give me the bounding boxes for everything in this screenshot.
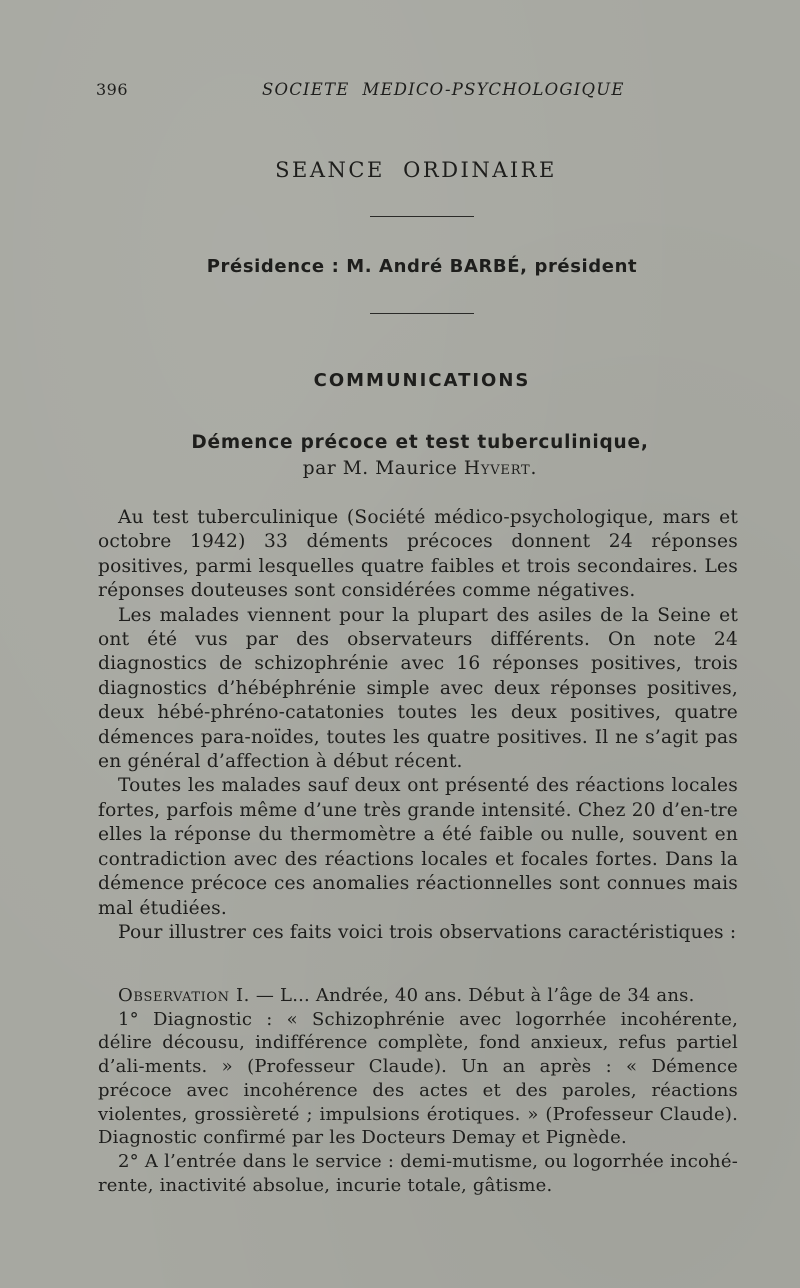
- paragraph: Pour illustrer ces faits voici trois observations caractéristiques :: [118, 921, 737, 943]
- author-prefix: par M. Maurice: [302, 458, 464, 479]
- paragraph: 2° A l’entrée dans le service : demi-mutisme, ou logorrhée incohé-rente, inactivité absolue, incurie totale, gâtisme.: [98, 1150, 738, 1196]
- divider: [370, 313, 474, 314]
- paragraph: Les malades viennent pour la plupart des asiles de la Seine et ont été vus par des observateurs différents. On note 24 diagnostics de schizophrénie avec 16 réponses positives, trois diagnostics d’hébéphrénie simple avec deux réponses positives, deux hébé-phréno-catatonies toutes les deux positives, quatre démences para-noïdes, toutes les quatre positives. Il ne s’agit pas en général d’affection à début récent.: [98, 604, 738, 773]
- article-body: [98, 506, 738, 945]
- article-author: [20, 458, 800, 479]
- observation-heading: [98, 984, 738, 1008]
- observation-intro: — L... Andrée, 40 ans. Début à l’âge de 34 ans.: [250, 985, 695, 1006]
- article-title: Démence précoce et test tuberculinique,: [191, 432, 649, 453]
- divider: [370, 216, 474, 217]
- paragraph: Toutes les malades sauf deux ont présenté des réactions locales fortes, parfois même d’une très grande intensité. Chez 20 d’en-tre elles la réponse du thermomètre a été faible ou nulle, souvent en contradiction avec des réactions locales et focales fortes. Dans la démence précoce ces anomalies réactionnelles sont connues mais mal étudiées.: [98, 775, 738, 919]
- running-title: SOCIETE MEDICO-PSYCHOLOGIQUE: [262, 80, 625, 99]
- paragraph: 1° Diagnostic : « Schizophrénie avec logorrhée incohérente, délire décousu, indifférence complète, fond anxieux, refus partiel d’ali-ments. » (Professeur Claude). Un an après : « Démence précoce avec incohérence des actes et des paroles, réactions violentes, grossièreté ; impulsions érotiques. » (Professeur Claude). Diagnostic confirmé par les Docteurs Demay et Pignède.: [98, 1008, 738, 1149]
- paragraph: Au test tuberculinique (Société médico-psychologique, mars et octobre 1942) 33 déments précoces donnent 24 réponses positives, parmi lesquelles quatre faibles et trois secondaires. Les réponses douteuses sont considérées comme négatives.: [98, 507, 738, 602]
- author-name: Hyvert.: [463, 458, 538, 479]
- page-header: [96, 80, 696, 104]
- presidence-line: Présidence : M. André BARBÉ, président: [206, 256, 638, 277]
- observation-block: [98, 984, 738, 1197]
- page-number: 396: [96, 80, 129, 99]
- session-title: SEANCE ORDINAIRE: [275, 158, 557, 182]
- section-title: COMMUNICATIONS: [313, 370, 531, 391]
- observation-label: Observation I.: [118, 985, 251, 1006]
